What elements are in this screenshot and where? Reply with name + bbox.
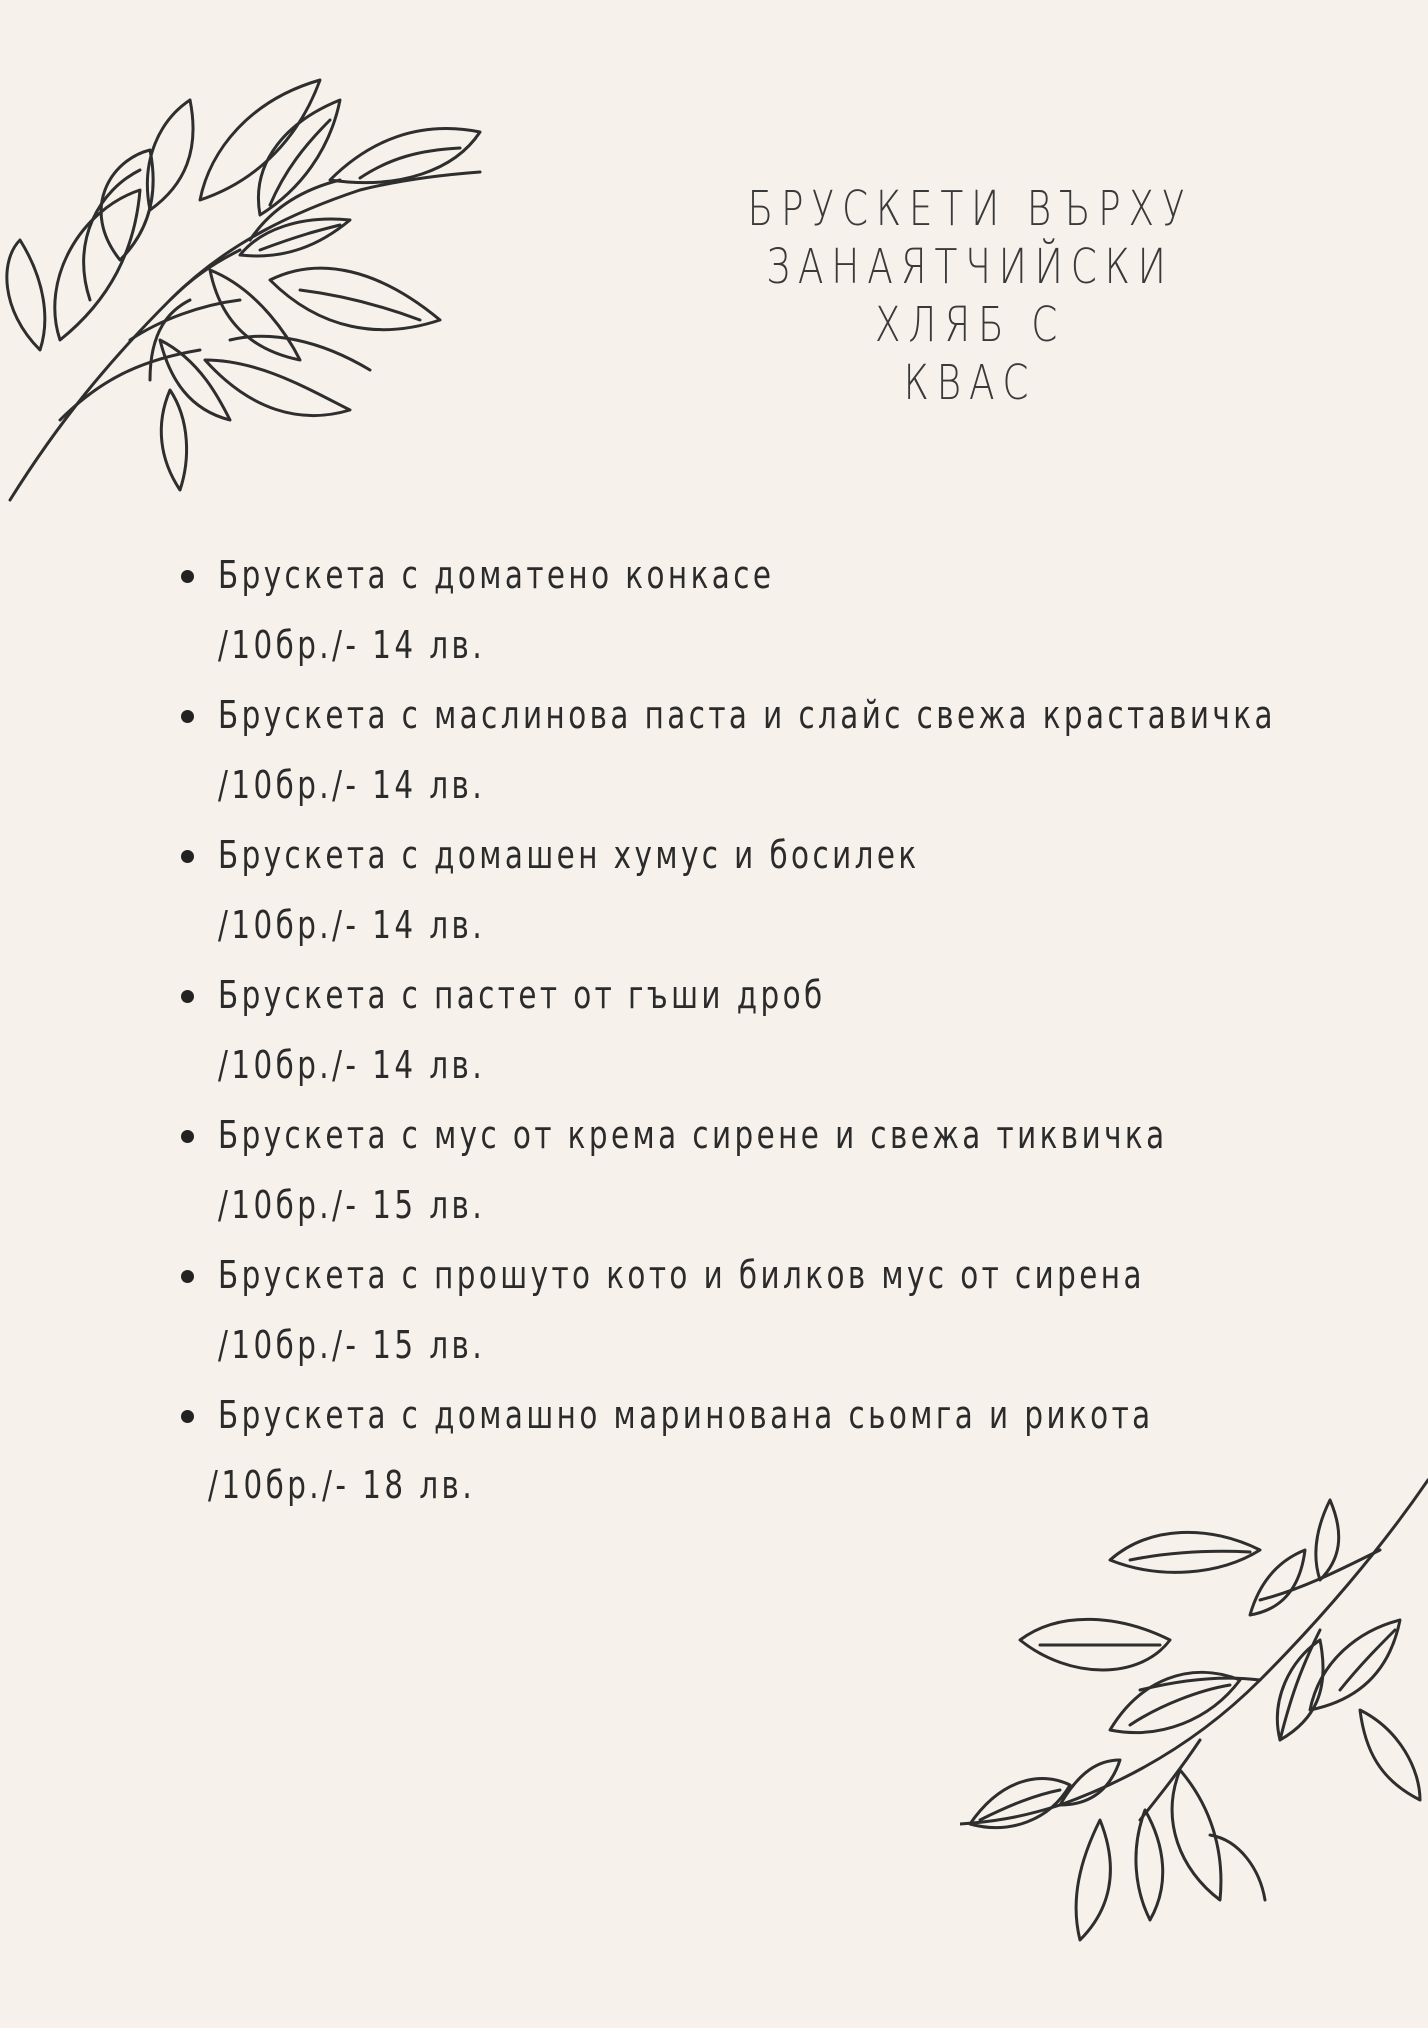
item-price: /10бр./- 14 лв. [218,903,486,947]
item-price: /10бр./- 15 лв. [218,1323,486,1367]
bullet-icon [181,850,194,863]
bullet-icon [181,570,194,583]
item-price: /10бр./- 14 лв. [218,1043,486,1087]
bullet-icon [181,990,194,1003]
item-name: Брускета с прошуто кото и билков мус от сирена [218,1253,1145,1297]
list-item [170,820,1350,960]
item-name: Брускета с домашно маринована сьомга и рикота [218,1393,1154,1437]
list-item [170,680,1350,820]
item-price: /10бр./- 18 лв. [208,1463,476,1507]
item-price: /10бр./- 14 лв. [218,763,486,807]
title-line-3: КВАС [903,355,1037,411]
item-price: /10бр./- 14 лв. [218,623,486,667]
list-item [170,960,1350,1100]
menu-list [170,540,1350,1520]
bullet-icon [181,1410,194,1423]
list-item [170,540,1350,680]
page-title [713,180,1228,412]
title-line-1: БРУСКЕТИ ВЪРХУ [747,181,1193,237]
title-line-2: ЗАНАЯТЧИЙСКИ ХЛЯБ С [766,239,1174,353]
bullet-icon [181,710,194,723]
item-name: Брускета с маслинова паста и слайс свежа краставичка [218,693,1276,737]
item-name: Брускета с домашен хумус и босилек [218,833,920,877]
list-item [170,1240,1350,1380]
item-name: Брускета с пастет от гъши дроб [218,973,826,1017]
item-price: /10бр./- 15 лв. [218,1183,486,1227]
leaf-branch-icon [0,40,560,520]
item-name: Брускета с мус от крема сирене и свежа тиквичка [218,1113,1168,1157]
bullet-icon [181,1270,194,1283]
list-item [170,1100,1350,1240]
item-name: Брускета с доматено конкасе [218,553,775,597]
leaf-branch-icon [960,1440,1428,1980]
bullet-icon [181,1130,194,1143]
